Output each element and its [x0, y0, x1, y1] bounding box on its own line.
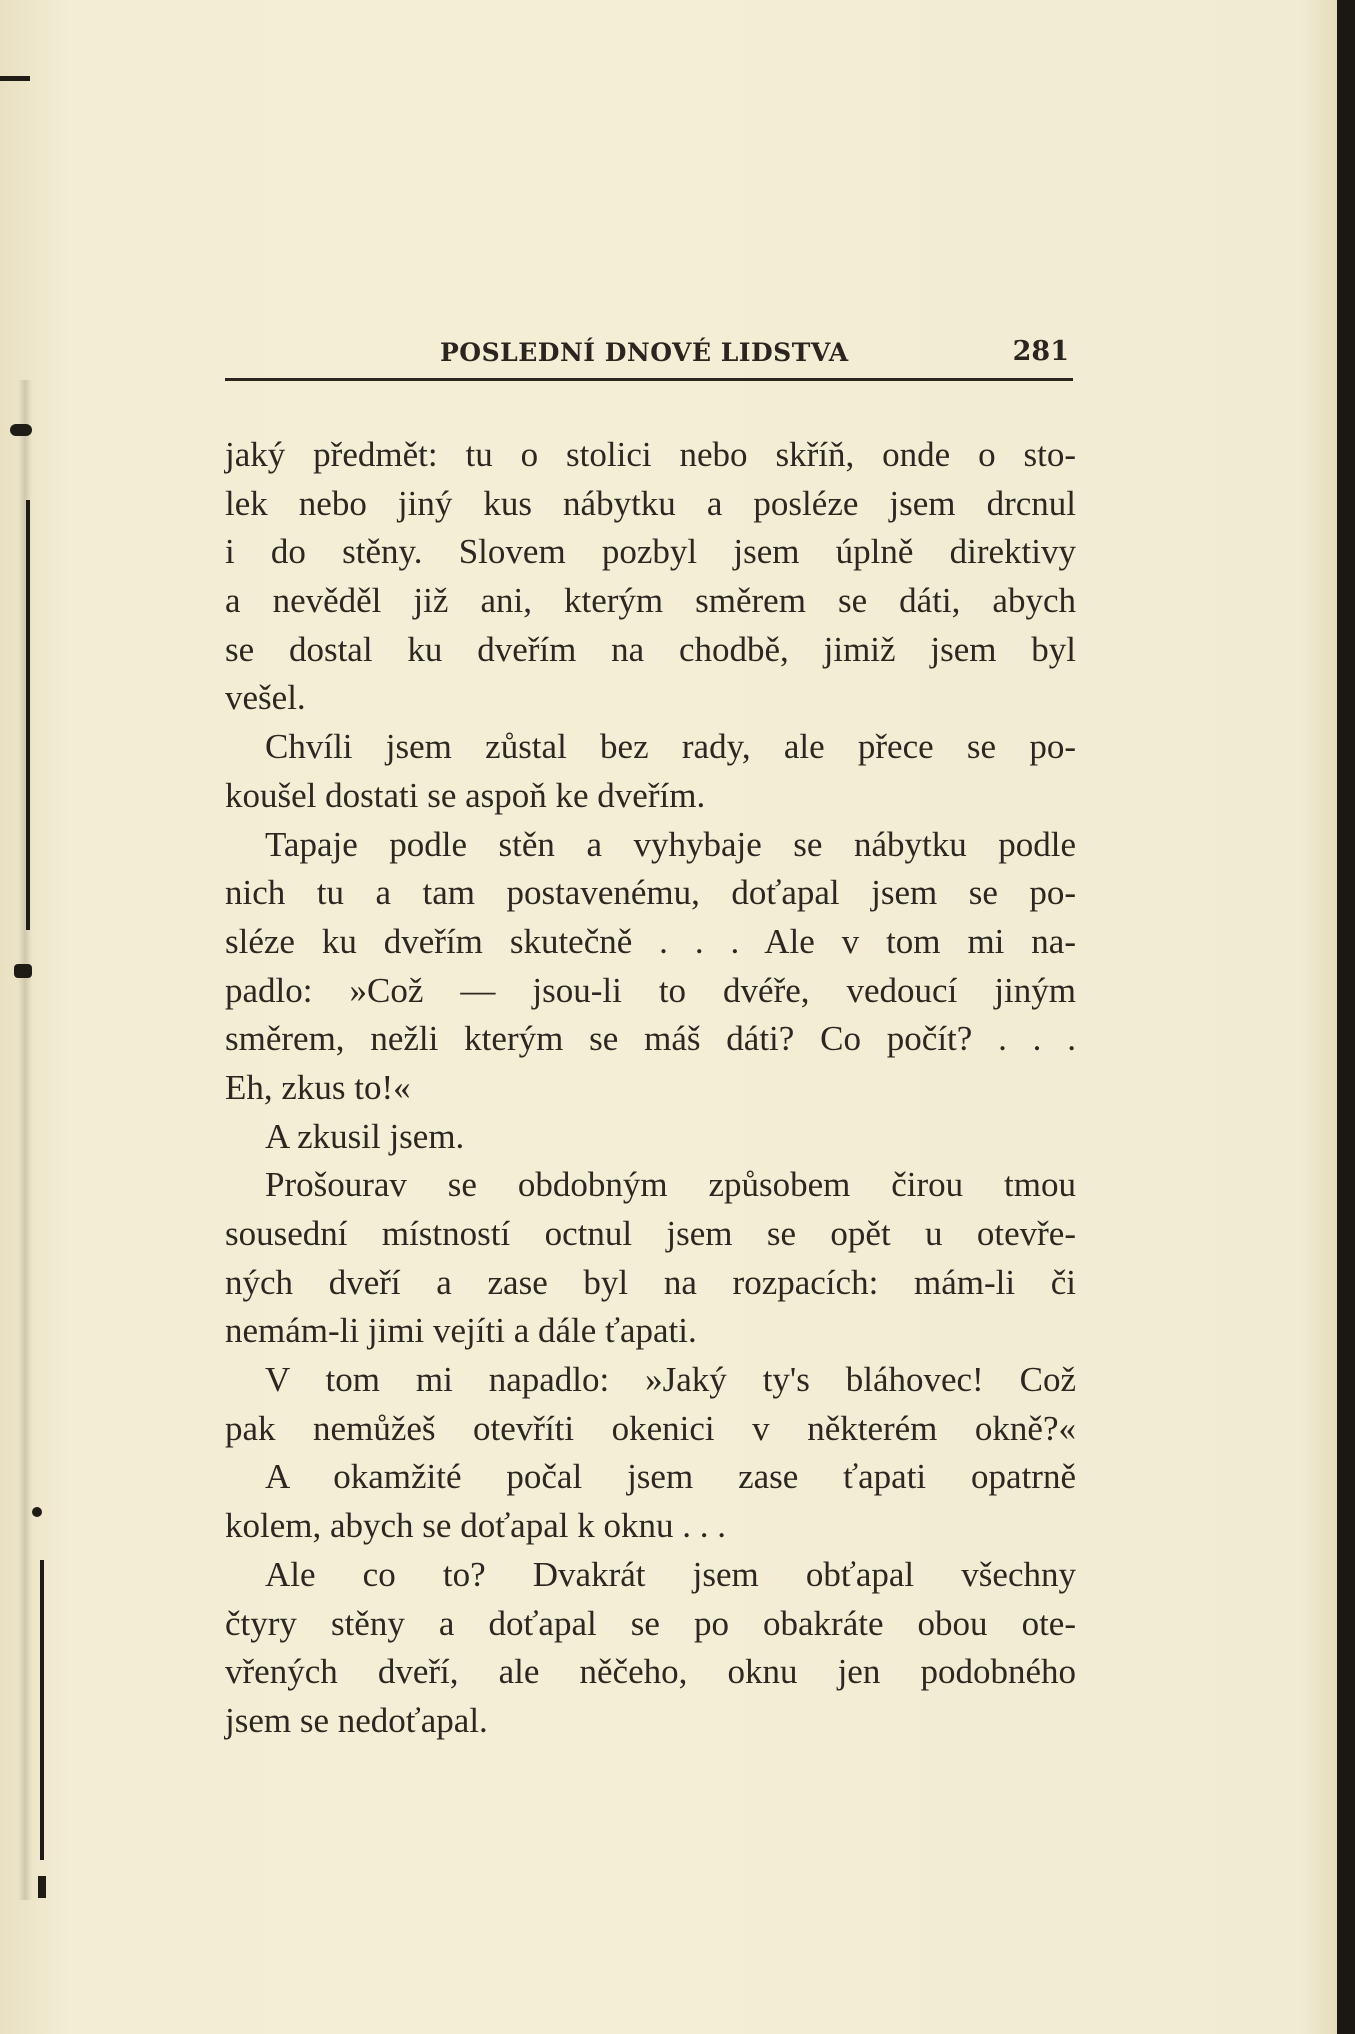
text-line: vešel.: [225, 678, 306, 718]
text-line: Ale co to? Dvakrát jsem obťapal všechny: [265, 1554, 1076, 1594]
text-line: nemám-li jimi vejíti a dále ťapati.: [225, 1311, 697, 1351]
text-line: Tapaje podle stěn a vyhybaje se nábytku podle: [265, 824, 1076, 864]
text-line: pak nemůžeš otevříti okenici v některém okně?«: [225, 1408, 1076, 1448]
text-line: koušel dostati se aspoň ke dveřím.: [225, 775, 706, 815]
margin-mark: [26, 500, 30, 930]
text-line: směrem, nežli kterým se máš dáti? Co počít? . . .: [225, 1019, 1076, 1059]
text-line: V tom mi napadlo: »Jaký ty's bláhovec! Což: [265, 1360, 1076, 1400]
margin-mark: [40, 1560, 44, 1860]
margin-mark: [10, 424, 32, 436]
text-line: čtyry stěny a doťapal se po obakráte obou ote-: [225, 1603, 1076, 1643]
text-line: kolem, abych se doťapal k oknu . . .: [225, 1506, 726, 1546]
page-number: 281: [1012, 336, 1069, 367]
text-line: ných dveří a zase byl na rozpacích: mám-li či: [225, 1262, 1076, 1302]
margin-mark: [14, 964, 32, 978]
text-line: jaký předmět: tu o stolici nebo skříň, onde o sto-: [225, 435, 1076, 474]
text-line: se dostal ku dveřím na chodbě, jimiž jsem byl: [225, 629, 1076, 669]
margin-mark: [32, 1507, 42, 1517]
margin-mark: [38, 1876, 46, 1898]
body-text: [225, 431, 1076, 1746]
text-line: padlo: »Což — jsou-li to dvéře, vedoucí jiným: [225, 970, 1076, 1010]
text-line: nich tu a tam postavenému, doťapal jsem se po-: [225, 873, 1076, 913]
page-header: [225, 332, 1073, 381]
text-line: jsem se nedoťapal.: [225, 1700, 488, 1740]
text-line: A zkusil jsem.: [265, 1116, 465, 1156]
text-line: sléze ku dveřím skutečně . . . Ale v tom mi na-: [225, 921, 1076, 961]
text-line: Chvíli jsem zůstal bez rady, ale přece se po-: [265, 727, 1076, 767]
text-line: Eh, zkus to!«: [225, 1067, 411, 1107]
running-title: POSLEDNÍ DNOVÉ LIDSTVA: [440, 338, 849, 367]
margin-mark: [0, 76, 30, 81]
text-line: vřených dveří, ale něčeho, oknu jen podobného: [225, 1652, 1076, 1692]
text-line: i do stěny. Slovem pozbyl jsem úplně direktivy: [225, 532, 1076, 572]
page-edge: [1337, 0, 1355, 2034]
text-line: A okamžité počal jsem zase ťapati opatrně: [265, 1457, 1076, 1497]
text-line: sousední místností octnul jsem se opět u otevře-: [225, 1214, 1076, 1253]
text-line: lek nebo jiný kus nábytku a posléze jsem drcnul: [225, 483, 1076, 523]
text-line: a nevěděl již ani, kterým směrem se dáti, abych: [225, 581, 1076, 621]
text-line: Prošourav se obdobným způsobem čirou tmou: [265, 1165, 1076, 1205]
